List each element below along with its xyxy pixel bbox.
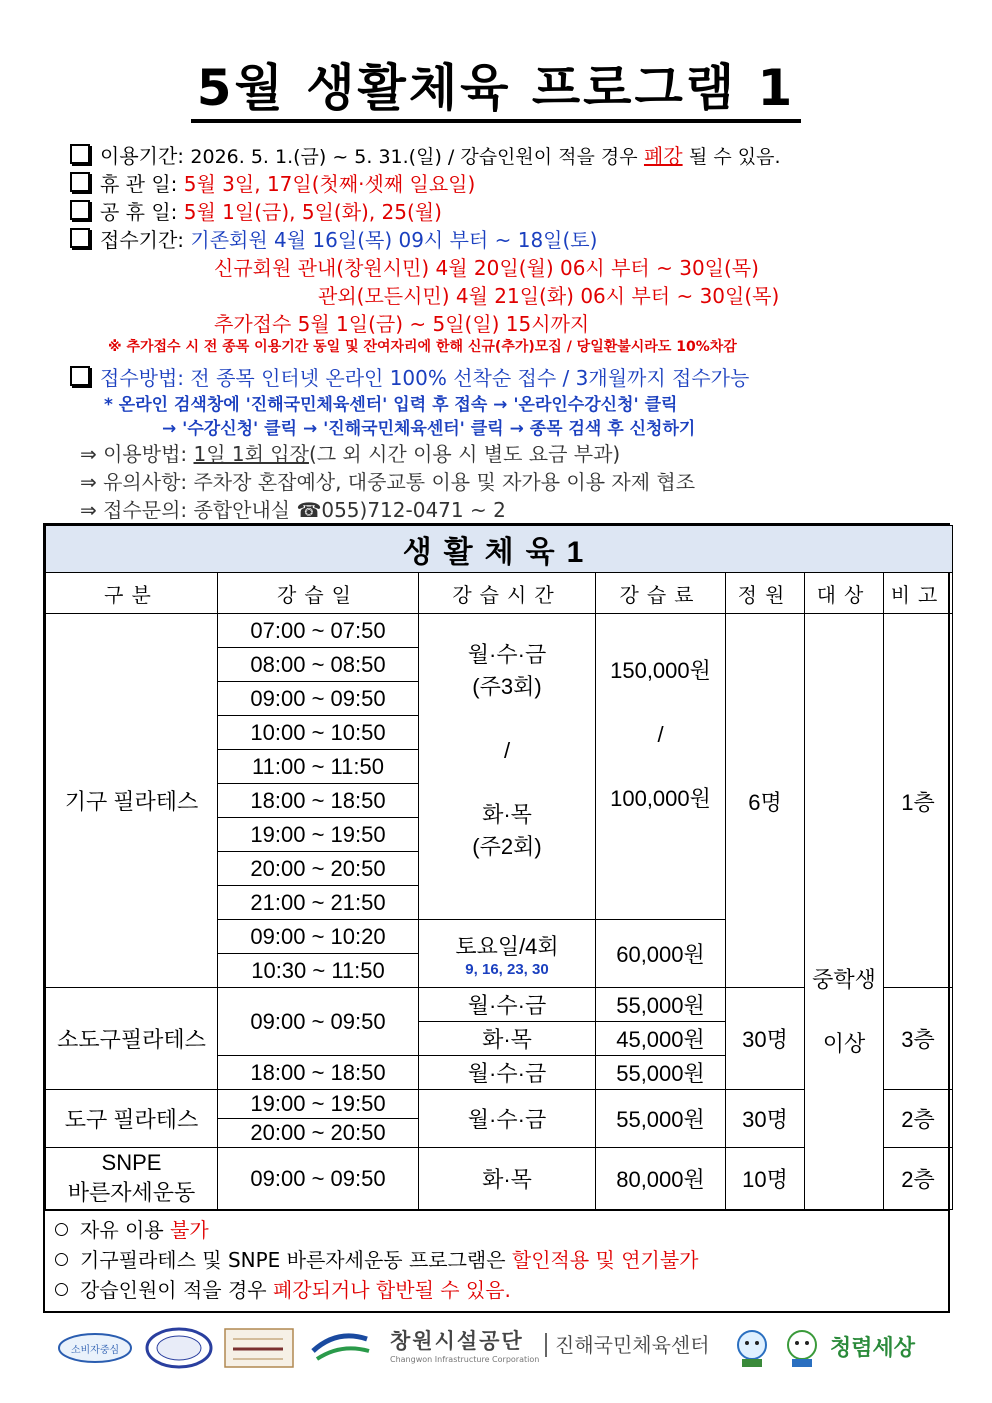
- time-cell: 09:00 ~ 10:20: [218, 920, 419, 954]
- time-cell: 21:00 ~ 21:50: [218, 886, 419, 920]
- note-1: 자유 이용 불가: [55, 1215, 948, 1245]
- fee-cell: 45,000원: [596, 1022, 726, 1056]
- mascot2-icon: [780, 1325, 824, 1371]
- time-cell: 09:00 ~ 09:50: [218, 988, 419, 1056]
- tool-pilates-name: 도구 필라테스: [46, 1090, 218, 1148]
- checkbox-icon: [70, 200, 90, 220]
- snpe-floor: 2층: [884, 1148, 953, 1210]
- registration-note: ※ 추가접수 시 전 종목 이용기간 동일 및 잔여자리에 한해 신규(추가)모집 / 당일환불시라도 10%차감: [108, 339, 737, 355]
- pilates-days: 월·수·금 (주3회) / 화·목 (주2회): [419, 614, 596, 920]
- method-line: 접수방법: 전 종목 인터넷 온라인 100% 선착순 접수 / 3개월까지 접수가능: [70, 362, 749, 391]
- table-header-row: [46, 573, 953, 614]
- time-cell: 07:00 ~ 07:50: [218, 614, 419, 648]
- page-title: 5월 생활체육 프로그램 1: [0, 48, 992, 120]
- time-cell: 20:00 ~ 20:50: [218, 1119, 419, 1148]
- notes-section: [45, 1210, 948, 1311]
- snpe-name: SNPE 바른자세운동: [46, 1148, 218, 1210]
- time-cell: 11:00 ~ 11:50: [218, 750, 419, 784]
- days-cell: 화·목: [419, 1148, 596, 1210]
- org-logo: 창원시설공단 Changwon Infrastructure Corporation: [390, 1329, 540, 1364]
- fee-cell: 55,000원: [596, 988, 726, 1022]
- time-cell: 18:00 ~ 18:50: [218, 784, 419, 818]
- days-cell: 월·수·금: [419, 988, 596, 1022]
- note-3: 강습인원이 적을 경우 폐강되거나 합반될 수 있음.: [55, 1275, 948, 1305]
- contact-line: ⇒ 접수문의: 종합안내실 ☎055)712-0471 ~ 2: [80, 498, 506, 522]
- header-category: 구분: [46, 573, 218, 614]
- center-name: 진해국민체육센터: [545, 1329, 725, 1375]
- time-cell: 18:00 ~ 18:50: [218, 1056, 419, 1090]
- tool-floor: 2층: [884, 1090, 953, 1148]
- table-heading: 생활체육1: [46, 526, 953, 573]
- method-step2: → '수강신청' 클릭 → '진해국민체육센터' 클릭 → 종목 검색 후 신청하기: [162, 419, 696, 439]
- time-cell: 10:30 ~ 11:50: [218, 954, 419, 988]
- time-cell: 20:00 ~ 20:50: [218, 852, 419, 886]
- header-time: 강습시간: [419, 573, 596, 614]
- header-capacity: 정원: [726, 573, 805, 614]
- pilates-fee: 150,000원 / 100,000원: [596, 614, 726, 920]
- method-step1: * 온라인 검색창에 '진해국민체육센터' 입력 후 접속 → '온라인수강신청' 클릭: [104, 395, 678, 415]
- snpe-capacity: 10명: [726, 1148, 805, 1210]
- registration-new2: 관외(모든시민) 4월 21일(화) 06시 부터 ~ 30일(목): [318, 284, 780, 308]
- closed-line: 휴 관 일: 5월 3일, 17일(첫째·셋째 일요일): [70, 168, 475, 197]
- header-fee: 강습료: [596, 573, 726, 614]
- time-cell: 09:00 ~ 09:50: [218, 1148, 419, 1210]
- time-cell: 19:00 ~ 19:50: [218, 818, 419, 852]
- pilates-capacity: 6명: [726, 614, 805, 988]
- days-cell: 화·목: [419, 1022, 596, 1056]
- registration-new1: 신규회원 관내(창원시민) 4월 20일(월) 06시 부터 ~ 30일(목): [214, 256, 759, 280]
- checkbox-icon: [70, 366, 90, 386]
- days-cell: 월·수·금: [419, 1056, 596, 1090]
- header-days: 강습일: [218, 573, 419, 614]
- mascot-icon: [730, 1325, 774, 1371]
- small-floor: 3층: [884, 988, 953, 1090]
- small-capacity: 30명: [726, 988, 805, 1090]
- emblem-logo: [307, 1325, 377, 1371]
- tool-capacity: 30명: [726, 1090, 805, 1148]
- time-cell: 09:00 ~ 09:50: [218, 682, 419, 716]
- fee-cell: 55,000원: [596, 1090, 726, 1148]
- registration-line: 접수기간: 기존회원 4월 16일(목) 09시 부터 ~ 18일(토): [70, 224, 597, 253]
- days-cell: 월·수·금: [419, 1090, 596, 1148]
- header-target: 대상: [805, 573, 884, 614]
- ccm-logo: [57, 1325, 133, 1371]
- saturday-days: 토요일/4회 9, 16, 23, 30: [419, 920, 596, 988]
- caution-line: ⇒ 유의사항: 주차장 혼잡예상, 대중교통 이용 및 자가용 이용 자제 협조: [80, 470, 696, 494]
- target-cell: 중학생 이상: [805, 614, 884, 1210]
- fee-cell: 80,000원: [596, 1148, 726, 1210]
- pilates-name: 기구 필라테스: [46, 614, 218, 988]
- time-cell: 10:00 ~ 10:50: [218, 716, 419, 750]
- fee-cell: 55,000원: [596, 1056, 726, 1090]
- registration-extra: 추가접수 5월 1일(금) ~ 5일(일) 15시까지: [214, 312, 590, 336]
- small-pilates-name: 소도구필라테스: [46, 988, 218, 1090]
- checkbox-icon: [70, 144, 90, 164]
- seal-logo: [145, 1325, 213, 1371]
- time-cell: 08:00 ~ 08:50: [218, 648, 419, 682]
- checkbox-icon: [70, 172, 90, 192]
- footer-logos: [55, 1325, 945, 1373]
- certificate-logo: [223, 1325, 295, 1371]
- header-note: 비고: [884, 573, 953, 614]
- holiday-line: 공 휴 일: 5월 1일(금), 5일(화), 25(월): [70, 196, 442, 225]
- saturday-fee: 60,000원: [596, 920, 726, 988]
- program-table: [43, 523, 950, 1313]
- pilates-floor: 1층: [884, 614, 953, 988]
- svg-text:소비자중심: 소비자중심: [70, 1345, 120, 1356]
- checkbox-icon: [70, 228, 90, 248]
- period-line: 이용기간: 2026. 5. 1.(금) ~ 5. 31.(일) / 강습인원이 적을 경우 폐강 될 수 있음.: [70, 140, 781, 169]
- time-cell: 19:00 ~ 19:50: [218, 1090, 419, 1119]
- slogan-logo: 청렴세상: [830, 1336, 916, 1361]
- use-method-line: ⇒ 이용방법: 1일 1회 입장(그 외 시간 이용 시 별도 요금 부과): [80, 442, 621, 466]
- note-2: 기구필라테스 및 SNPE 바른자세운동 프로그램은 할인적용 및 연기불가: [55, 1245, 948, 1275]
